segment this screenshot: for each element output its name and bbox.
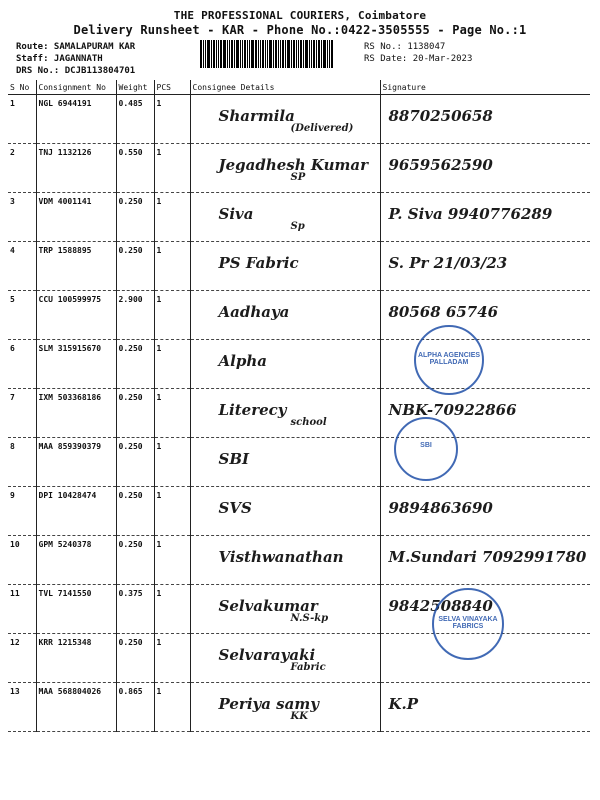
consignee-cell	[190, 144, 380, 193]
consignee-cell	[190, 487, 380, 536]
consignee-note: Sp	[290, 221, 305, 232]
consignment-cell: SLM 315915670	[36, 340, 116, 389]
barcode-bar	[251, 40, 254, 68]
consignee-note: KK	[290, 711, 308, 722]
barcode-bar	[300, 40, 302, 68]
bank-stamp	[394, 417, 458, 481]
consignment-cell: DPI 10428474	[36, 487, 116, 536]
signature-cell	[380, 242, 590, 291]
signature-text: 9894863690	[388, 499, 493, 517]
agency-stamp	[414, 325, 484, 395]
barcode-bar	[278, 40, 279, 68]
weight-cell: 0.250	[116, 389, 154, 438]
pcs-cell: 1	[154, 585, 190, 634]
company-title: THE PROFESSIONAL COURIERS, Coimbatore	[173, 9, 427, 22]
rs-number: RS No.: 1138047	[364, 42, 446, 52]
col-consignee: Consignee Details	[190, 80, 380, 95]
sno-cell: 8	[8, 438, 36, 487]
sno-cell: 6	[8, 340, 36, 389]
consignee-name: Jegadhesh Kumar	[218, 156, 368, 174]
pcs-cell: 1	[154, 340, 190, 389]
barcode-bar	[321, 40, 322, 68]
table-row	[8, 389, 590, 438]
table-row	[8, 291, 590, 340]
barcode-bar	[207, 40, 210, 68]
sno-cell: 11	[8, 585, 36, 634]
consignment-cell: KRR 1215348	[36, 634, 116, 683]
sno-cell: 9	[8, 487, 36, 536]
consignment-cell: GPM 5240378	[36, 536, 116, 585]
consignment-cell: TNJ 1132126	[36, 144, 116, 193]
consignment-cell: TRP 1588895	[36, 242, 116, 291]
consignee-cell	[190, 340, 380, 389]
signature-cell	[380, 536, 590, 585]
table-row	[8, 536, 590, 585]
barcode-bar	[260, 40, 261, 68]
barcode-bar	[327, 40, 328, 68]
barcode-bar	[227, 40, 228, 68]
weight-cell: 0.375	[116, 585, 154, 634]
consignee-name: Sharmila	[218, 107, 295, 125]
barcode-bar	[218, 40, 219, 68]
barcode-bar	[323, 40, 326, 68]
col-signature: Signature	[380, 80, 590, 95]
pcs-cell: 1	[154, 683, 190, 732]
signature-text: NBK-70922866	[388, 401, 517, 419]
sno-cell: 5	[8, 291, 36, 340]
consignment-cell: VDM 4001141	[36, 193, 116, 242]
runsheet-table	[8, 80, 590, 732]
barcode-bar	[211, 40, 212, 68]
pcs-cell: 1	[154, 389, 190, 438]
consignee-note: SP	[290, 172, 306, 183]
barcode-bar	[229, 40, 230, 68]
consignee-name: Alpha	[218, 352, 267, 370]
consignee-cell	[190, 95, 380, 144]
stamp-text: ALPHA AGENCIES PALLADAM	[417, 352, 481, 367]
consignee-cell	[190, 585, 380, 634]
sno-cell: 10	[8, 536, 36, 585]
signature-cell	[380, 683, 590, 732]
barcode-bar	[240, 40, 241, 68]
consignment-cell: MAA 568804026	[36, 683, 116, 732]
barcode-bar	[309, 40, 310, 68]
pcs-cell: 1	[154, 634, 190, 683]
weight-cell: 2.900	[116, 291, 154, 340]
sno-cell: 2	[8, 144, 36, 193]
consignment-cell: CCU 100599975	[36, 291, 116, 340]
consignee-name: SVS	[218, 499, 252, 517]
barcode-bar	[280, 40, 281, 68]
consignment-cell: NGL 6944191	[36, 95, 116, 144]
fabric-stamp	[432, 588, 504, 660]
barcode-bar	[313, 40, 315, 68]
sno-cell: 12	[8, 634, 36, 683]
barcode-bar	[249, 40, 250, 68]
barcode-bar	[275, 40, 277, 68]
pcs-cell: 1	[154, 95, 190, 144]
col-sno: S No	[8, 80, 36, 95]
weight-cell: 0.250	[116, 634, 154, 683]
runsheet-subtitle: Delivery Runsheet - KAR - Phone No.:0422-3505555 - Page No.:1	[73, 23, 527, 37]
stamp-text: SELVA VINAYAKA FABRICS	[438, 615, 498, 630]
consignee-cell	[190, 536, 380, 585]
barcode-bar	[269, 40, 272, 68]
signature-cell	[380, 95, 590, 144]
consignee-cell	[190, 634, 380, 683]
barcode-bar	[273, 40, 274, 68]
signature-text: M.Sundari 7092991780	[388, 548, 587, 566]
pcs-cell: 1	[154, 242, 190, 291]
barcode-bar	[220, 40, 222, 68]
barcode-bar	[223, 40, 226, 68]
table-row	[8, 144, 590, 193]
signature-text: 8870250658	[388, 107, 493, 125]
barcode-bar	[258, 40, 259, 68]
barcode-bar	[234, 40, 235, 68]
table-row	[8, 193, 590, 242]
sno-cell: 3	[8, 193, 36, 242]
consignment-cell: TVL 7141550	[36, 585, 116, 634]
barcode-bar	[329, 40, 330, 68]
table-row	[8, 487, 590, 536]
consignee-cell	[190, 291, 380, 340]
table-row	[8, 242, 590, 291]
signature-text: 80568 65746	[388, 303, 499, 321]
pcs-cell: 1	[154, 438, 190, 487]
consignee-note: (Delivered)	[290, 123, 354, 134]
consignee-cell	[190, 242, 380, 291]
table-row	[8, 95, 590, 144]
signature-text: 9842508840	[388, 597, 493, 615]
barcode-bar	[205, 40, 206, 68]
weight-cell: 0.250	[116, 340, 154, 389]
stamp-text: SBI	[420, 441, 432, 449]
table-row	[8, 683, 590, 732]
signature-cell	[380, 487, 590, 536]
staff-label: Staff: JAGANNATH	[16, 54, 103, 64]
consignee-note: N.S-kp	[290, 613, 329, 624]
barcode-bar	[265, 40, 266, 68]
consignee-name: Visthwanathan	[218, 548, 344, 566]
consignee-name: SBI	[218, 450, 250, 468]
sno-cell: 7	[8, 389, 36, 438]
barcode-bar	[316, 40, 317, 68]
table-row	[8, 438, 590, 487]
table-header	[8, 80, 590, 95]
weight-cell: 0.250	[116, 536, 154, 585]
signature-cell	[380, 340, 590, 389]
col-consignment: Consignment No	[36, 80, 116, 95]
barcode-bar	[303, 40, 304, 68]
consignee-name: Periya samy	[218, 695, 319, 713]
barcode-bar	[247, 40, 248, 68]
barcode-bar	[285, 40, 286, 68]
col-weight: Weight	[116, 80, 154, 95]
weight-cell: 0.250	[116, 438, 154, 487]
consignee-name: Selvarayaki	[218, 646, 316, 664]
route-label: Route: SAMALAPURAM KAR	[16, 42, 136, 52]
barcode-bar	[291, 40, 292, 68]
pcs-cell: 1	[154, 536, 190, 585]
consignee-cell	[190, 193, 380, 242]
barcode-bar	[267, 40, 268, 68]
pcs-cell: 1	[154, 193, 190, 242]
consignee-name: PS Fabric	[218, 254, 299, 272]
sno-cell: 13	[8, 683, 36, 732]
sno-cell: 4	[8, 242, 36, 291]
pcs-cell: 1	[154, 487, 190, 536]
signature-cell	[380, 291, 590, 340]
barcode-bar	[293, 40, 295, 68]
barcode-bar	[216, 40, 217, 68]
consignee-name: Siva	[218, 205, 254, 223]
consignee-name: Selvakumar	[218, 597, 318, 615]
pcs-cell: 1	[154, 291, 190, 340]
sno-cell: 1	[8, 95, 36, 144]
consignee-note: Fabric	[290, 662, 326, 673]
barcode-bar	[255, 40, 257, 68]
consignee-cell	[190, 683, 380, 732]
barcode-bar	[331, 40, 333, 68]
weight-cell: 0.250	[116, 242, 154, 291]
consignee-note: school	[290, 417, 327, 428]
signature-cell	[380, 193, 590, 242]
consignee-cell	[190, 389, 380, 438]
barcode-bar	[200, 40, 202, 68]
barcode-bar	[244, 40, 246, 68]
barcode-bar	[203, 40, 204, 68]
signature-text: K.P	[388, 695, 419, 713]
barcode-bar	[298, 40, 299, 68]
barcode-bar	[305, 40, 308, 68]
barcode-bar	[242, 40, 243, 68]
barcode	[200, 40, 355, 68]
consignment-cell: MAA 859390379	[36, 438, 116, 487]
weight-cell: 0.550	[116, 144, 154, 193]
col-pcs: PCS	[154, 80, 190, 95]
barcode-bar	[296, 40, 297, 68]
barcode-bar	[236, 40, 239, 68]
barcode-bar	[231, 40, 233, 68]
weight-cell: 0.250	[116, 193, 154, 242]
signature-text: 9659562590	[388, 156, 493, 174]
drs-label: DRS No.: DCJB113804701	[16, 66, 136, 76]
consignee-cell	[190, 438, 380, 487]
signature-cell	[380, 144, 590, 193]
table-row	[8, 634, 590, 683]
weight-cell: 0.865	[116, 683, 154, 732]
consignee-name: Literecy	[218, 401, 287, 419]
signature-text: S. Pr 21/03/23	[388, 254, 508, 272]
weight-cell: 0.485	[116, 95, 154, 144]
table-row	[8, 340, 590, 389]
pcs-cell: 1	[154, 144, 190, 193]
barcode-bar	[318, 40, 320, 68]
rs-date: RS Date: 20-Mar-2023	[364, 54, 473, 64]
consignment-cell: IXM 503368186	[36, 389, 116, 438]
signature-text: P. Siva 9940776289	[388, 205, 553, 223]
weight-cell: 0.250	[116, 487, 154, 536]
barcode-bar	[262, 40, 264, 68]
barcode-bar	[287, 40, 290, 68]
barcode-bar	[311, 40, 312, 68]
barcode-bar	[282, 40, 284, 68]
barcode-bar	[213, 40, 215, 68]
consignee-name: Aadhaya	[218, 303, 290, 321]
